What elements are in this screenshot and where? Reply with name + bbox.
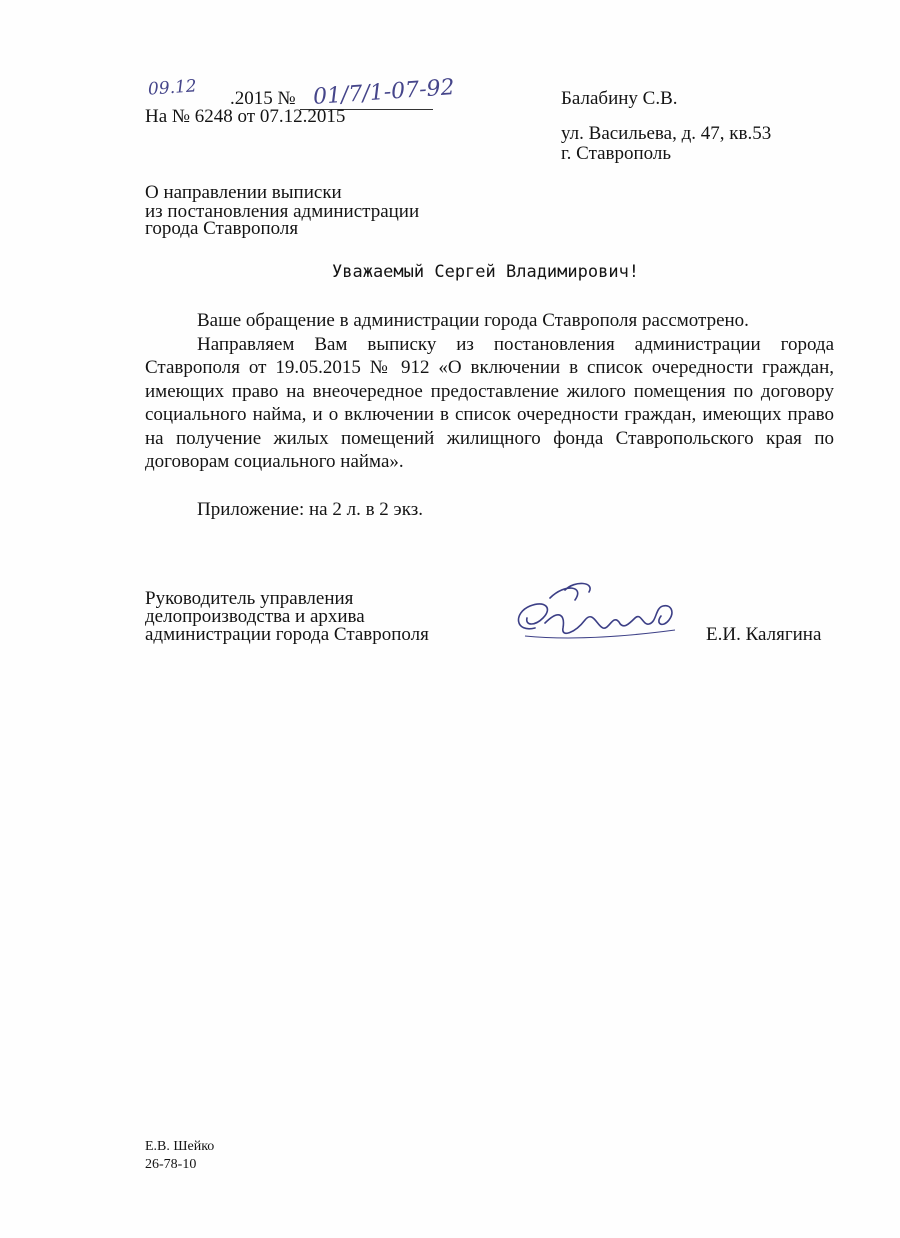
addressee-city: г. Ставрополь xyxy=(561,143,672,164)
signer-position-3: администрации города Ставрополя xyxy=(145,624,429,645)
handwritten-signature xyxy=(505,578,690,653)
signer-name: Е.И. Калягина xyxy=(706,624,822,645)
handwritten-date: 09.12 xyxy=(147,76,198,100)
signer-position-2: делопроизводства и архива xyxy=(145,606,365,627)
subject-line-1: О направлении выписки xyxy=(145,182,342,203)
addressee-name: Балабину С.В. xyxy=(561,88,678,109)
greeting: Уважаемый Сергей Владимирович! xyxy=(332,262,640,282)
subject-line-3: города Ставрополя xyxy=(145,218,299,239)
reference-line: На № 6248 от 07.12.2015 xyxy=(145,106,346,127)
letter-body xyxy=(145,309,834,474)
date-number-line: .2015 № xyxy=(230,88,296,109)
executor-phone: 26-78-10 xyxy=(145,1157,197,1172)
handwritten-number: 01/7/1-07-92 xyxy=(312,75,456,110)
attachment-note: Приложение: на 2 л. в 2 экз. xyxy=(197,499,423,520)
body-paragraph-1: Ваше обращение в администрации города Ставрополя рассмотрено. xyxy=(197,310,749,331)
body-paragraph-2: Направляем Вам выписку из постановления администрации города Ставрополя от 19.05.2015 № 912 «О включении в список очередности граждан, имеющих право на внеочередное предоставление жилого помещения по договору социального найма, и о включении в список очередности граждан, имеющих право на получение жилых помещений жилищного фонда Ставропольского края по договорам социального найма». xyxy=(145,333,834,472)
addressee-street: ул. Васильева, д. 47, кв.53 xyxy=(561,123,772,144)
signer-position-1: Руководитель управления xyxy=(145,588,354,609)
executor-name: Е.В. Шейко xyxy=(145,1139,215,1154)
subject-line-2: из постановления администрации xyxy=(145,201,420,222)
